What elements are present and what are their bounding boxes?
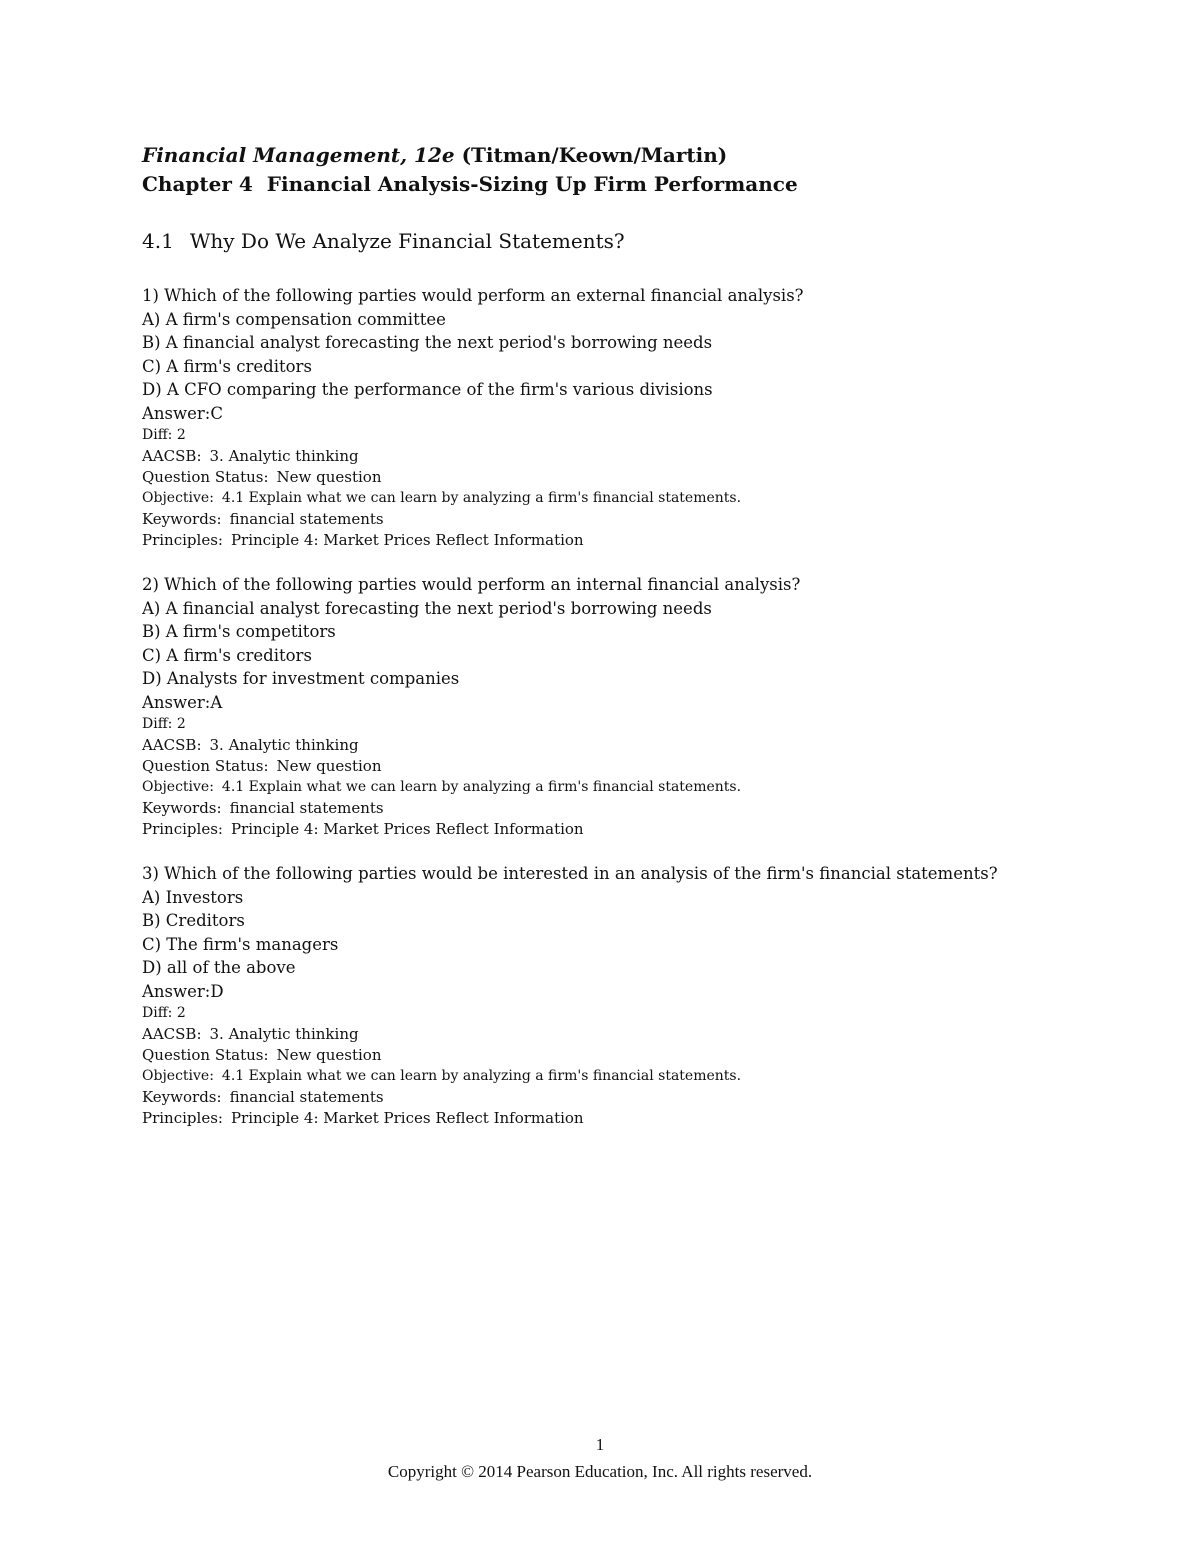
section-number: 4.1 bbox=[142, 229, 174, 253]
answer-option-d: D) all of the above bbox=[142, 958, 296, 977]
principles-label: Principles: bbox=[142, 1109, 223, 1127]
chapter-label: Chapter 4 bbox=[142, 172, 253, 196]
principles-line bbox=[142, 819, 1102, 840]
answer-value: D bbox=[210, 981, 224, 1001]
principles-value: Principle 4: Market Prices Reflect Information bbox=[230, 820, 584, 838]
answer-option-d: D) Analysts for investment companies bbox=[142, 669, 460, 688]
status-label: Question Status: bbox=[142, 757, 269, 775]
answer-option-d: D) A CFO comparing the performance of the firm's various divisions bbox=[142, 380, 713, 399]
keywords-label: Keywords: bbox=[142, 1088, 222, 1106]
aacsb-label: AACSB: bbox=[142, 736, 202, 754]
copyright-notice: Copyright © 2014 Pearson Education, Inc. All rights reserved. bbox=[387, 1462, 813, 1481]
answer-option-c: C) A firm's creditors bbox=[142, 645, 312, 665]
difficulty: Diff: 2 bbox=[142, 427, 186, 443]
keywords-label: Keywords: bbox=[142, 510, 222, 528]
aacsb-label: AACSB: bbox=[142, 1025, 202, 1043]
chapter-title: Financial Analysis-Sizing Up Firm Performance bbox=[266, 172, 798, 196]
status-value: New question bbox=[276, 1046, 382, 1064]
book-title-line bbox=[142, 142, 727, 168]
objective-label: Objective: bbox=[142, 490, 214, 506]
aacsb-label: AACSB: bbox=[142, 447, 202, 465]
difficulty: Diff: 2 bbox=[142, 716, 186, 732]
aacsb-value: 3. Analytic thinking bbox=[209, 736, 359, 754]
objective-label: Objective: bbox=[142, 1068, 214, 1084]
keywords-value: financial statements bbox=[229, 799, 384, 817]
status-line bbox=[142, 467, 1102, 488]
answer-option-a: A) A financial analyst forecasting the next period's borrowing needs bbox=[142, 598, 712, 618]
aacsb-value: 3. Analytic thinking bbox=[209, 447, 359, 465]
answer-value: C bbox=[210, 403, 223, 423]
answer-option-c: C) A firm's creditors bbox=[142, 356, 312, 376]
answer-line bbox=[142, 691, 1102, 715]
question-2 bbox=[142, 573, 1102, 840]
principles-value: Principle 4: Market Prices Reflect Information bbox=[230, 1109, 584, 1127]
status-label: Question Status: bbox=[142, 468, 269, 486]
aacsb-line bbox=[142, 446, 1102, 467]
answer-line bbox=[142, 402, 1102, 426]
objective-value: 4.1 Explain what we can learn by analyzing a firm's financial statements. bbox=[221, 779, 742, 795]
answer-option-c: C) The firm's managers bbox=[142, 934, 339, 954]
principles-line bbox=[142, 530, 1102, 551]
answer-label: Answer: bbox=[142, 981, 211, 1001]
status-value: New question bbox=[276, 757, 382, 775]
answer-option-b: B) A financial analyst forecasting the next period's borrowing needs bbox=[142, 333, 713, 352]
answer-option-a: A) A firm's compensation committee bbox=[142, 309, 446, 329]
answer-label: Answer: bbox=[142, 403, 211, 423]
status-value: New question bbox=[276, 468, 382, 486]
status-label: Question Status: bbox=[142, 1046, 269, 1064]
aacsb-line bbox=[142, 1024, 1102, 1045]
answer-option-b: B) A firm's competitors bbox=[142, 622, 336, 641]
book-title: Financial Management, 12e bbox=[142, 143, 455, 167]
section-title: Why Do We Analyze Financial Statements? bbox=[189, 229, 625, 253]
aacsb-line bbox=[142, 735, 1102, 756]
objective-label: Objective: bbox=[142, 779, 214, 795]
principles-label: Principles: bbox=[142, 531, 223, 549]
status-line bbox=[142, 1045, 1102, 1066]
page-number: 1 bbox=[595, 1435, 605, 1454]
objective-value: 4.1 Explain what we can learn by analyzing a firm's financial statements. bbox=[221, 1068, 742, 1084]
keywords-value: financial statements bbox=[229, 1088, 384, 1106]
objective-value: 4.1 Explain what we can learn by analyzing a firm's financial statements. bbox=[221, 490, 742, 506]
question-3 bbox=[142, 862, 1102, 1129]
answer-value: A bbox=[210, 692, 223, 712]
answer-option-b: B) Creditors bbox=[142, 911, 245, 930]
objective-line bbox=[142, 777, 1102, 798]
principles-value: Principle 4: Market Prices Reflect Information bbox=[230, 531, 584, 549]
keywords-line bbox=[142, 509, 1102, 530]
objective-line bbox=[142, 488, 1102, 509]
principles-label: Principles: bbox=[142, 820, 223, 838]
keywords-label: Keywords: bbox=[142, 799, 222, 817]
question-stem: 3) Which of the following parties would be interested in an analysis of the firm's financial statements? bbox=[142, 864, 998, 883]
aacsb-value: 3. Analytic thinking bbox=[209, 1025, 359, 1043]
section-heading bbox=[142, 228, 625, 254]
answer-line bbox=[142, 980, 1102, 1004]
principles-line bbox=[142, 1108, 1102, 1129]
question-stem: 2) Which of the following parties would perform an internal financial analysis? bbox=[142, 575, 801, 594]
chapter-title-line bbox=[142, 171, 798, 197]
answer-label: Answer: bbox=[142, 692, 211, 712]
difficulty: Diff: 2 bbox=[142, 1005, 186, 1021]
question-1 bbox=[142, 284, 1102, 551]
question-stem: 1) Which of the following parties would perform an external financial analysis? bbox=[142, 286, 804, 305]
keywords-line bbox=[142, 1087, 1102, 1108]
status-line bbox=[142, 756, 1102, 777]
objective-line bbox=[142, 1066, 1102, 1087]
keywords-line bbox=[142, 798, 1102, 819]
answer-option-a: A) Investors bbox=[142, 887, 244, 907]
keywords-value: financial statements bbox=[229, 510, 384, 528]
book-authors: (Titman/Keown/Martin) bbox=[461, 143, 728, 167]
